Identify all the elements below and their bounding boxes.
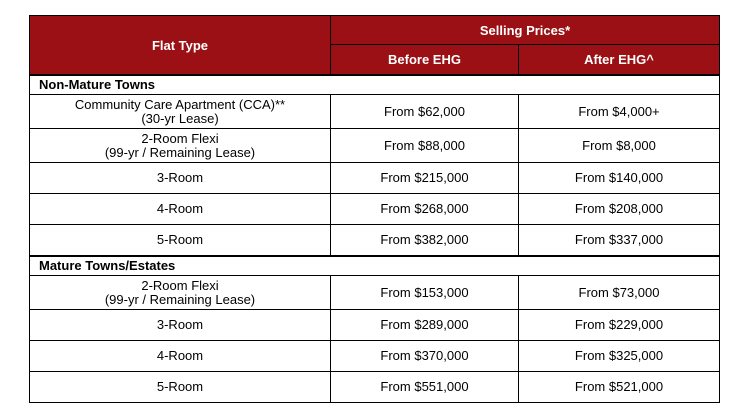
after-ehg-cell: From $337,000 [519,225,720,257]
section-title: Mature Towns/Estates [30,256,720,276]
table-row [30,95,720,129]
after-ehg-cell: From $4,000+ [519,95,720,129]
before-ehg-cell: From $62,000 [331,95,519,129]
before-ehg-cell: From $551,000 [331,372,519,403]
header-selling-prices: Selling Prices* [331,16,720,45]
after-ehg-cell: From $325,000 [519,341,720,372]
before-ehg-cell: From $289,000 [331,310,519,341]
table-row [30,276,720,310]
before-ehg-cell: From $370,000 [331,341,519,372]
header-before-ehg: Before EHG [331,45,519,76]
flat-type-lease: (30-yr Lease) [141,110,219,126]
after-ehg-cell: From $8,000 [519,129,720,163]
table-row [30,225,720,257]
before-ehg-cell: From $215,000 [331,163,519,194]
after-ehg-cell: From $208,000 [519,194,720,225]
flat-type-cell: 5-Room [30,225,331,257]
flat-type-name: 2-Room Flexi [141,277,219,293]
section-title: Non-Mature Towns [30,75,720,95]
section-row [30,256,720,276]
before-ehg-cell: From $88,000 [331,129,519,163]
flat-type-cell: 3-Room [30,310,331,341]
flat-type-cell [30,95,331,129]
flat-type-lease: (99-yr / Remaining Lease) [104,291,256,307]
after-ehg-cell: From $521,000 [519,372,720,403]
flat-type-name: Community Care Apartment (CCA)** [74,96,286,112]
flat-type-cell: 3-Room [30,163,331,194]
table-row [30,163,720,194]
before-ehg-cell: From $382,000 [331,225,519,257]
section-row [30,75,720,95]
header-flat-type: Flat Type [30,16,331,76]
flat-type-cell: 5-Room [30,372,331,403]
flat-type-cell: 4-Room [30,341,331,372]
after-ehg-cell: From $73,000 [519,276,720,310]
flat-type-cell [30,129,331,163]
selling-prices-table [29,15,720,403]
after-ehg-cell: From $229,000 [519,310,720,341]
table-row [30,194,720,225]
header-after-ehg: After EHG^ [519,45,720,76]
flat-type-lease: (99-yr / Remaining Lease) [104,144,256,160]
table-row [30,341,720,372]
table-row [30,129,720,163]
flat-type-cell [30,276,331,310]
before-ehg-cell: From $153,000 [331,276,519,310]
table-row [30,372,720,403]
table-row [30,310,720,341]
flat-type-name: 2-Room Flexi [141,130,219,146]
before-ehg-cell: From $268,000 [331,194,519,225]
after-ehg-cell: From $140,000 [519,163,720,194]
flat-type-cell: 4-Room [30,194,331,225]
